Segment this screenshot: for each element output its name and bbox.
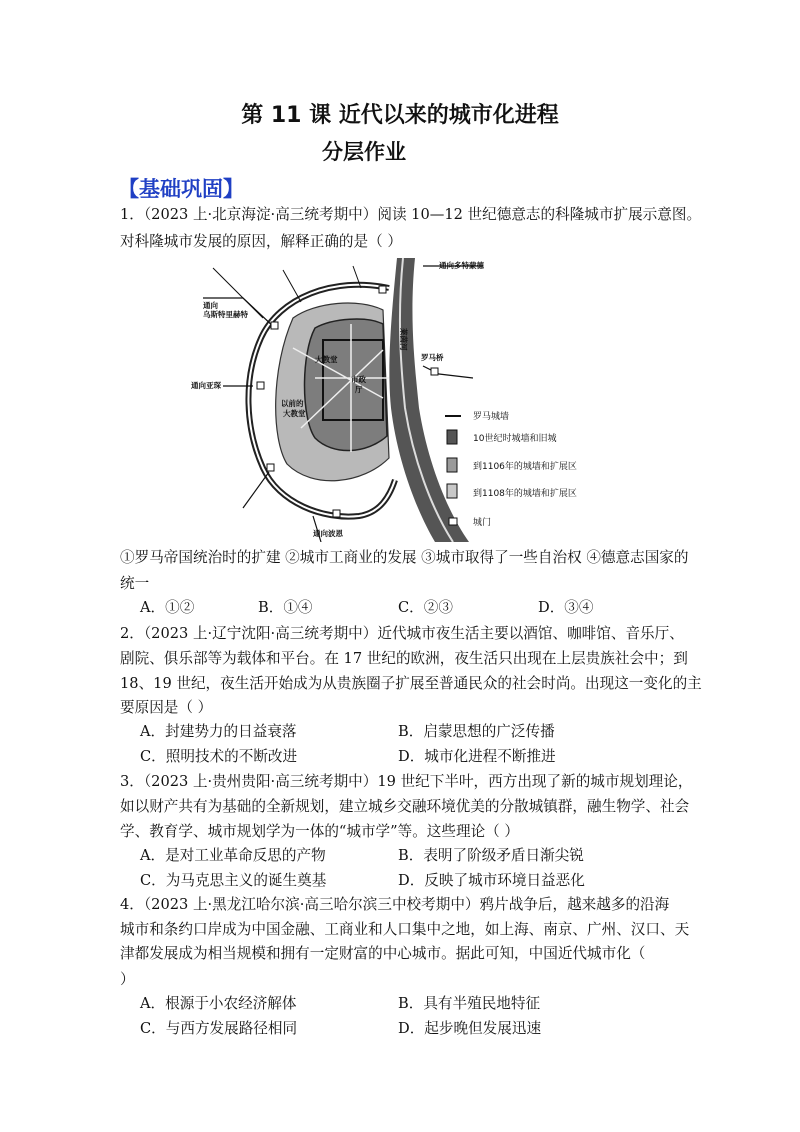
map-label-rhine: 莱茵河 <box>399 328 408 351</box>
q3-option-a[interactable]: A．是对工业革命反思的产物 <box>140 847 326 864</box>
legend-1106: 到1106年的城墙和扩展区 <box>473 462 577 472</box>
q2-stem-line-3: 18、19 世纪，夜生活开始成为从贵族圈子扩展至普通民众的社会时尚。出现这一变化的主 <box>120 675 702 692</box>
q1-stem-line-1: 1．（2023 上·北京海淀·高三统考期中）阅读 10—12 世纪德意志的科隆城市扩展示意图。 <box>120 206 702 223</box>
q4-stem-line-1: 4．（2023 上·黑龙江哈尔滨·高三哈尔滨三中校考期中）鸦片战争后，越来越多的沿海 <box>120 896 670 913</box>
page-subtitle: 分层作业 <box>322 140 406 164</box>
q2-stem-line-4: 要原因是（ ） <box>120 699 213 716</box>
q4-stem-line-4: ） <box>120 971 135 988</box>
map-label-old-cathedral-1: 以前的 <box>281 399 304 408</box>
q3-stem-line-2: 如以财产共有为基础的全新规划，建立城乡交融环境优美的分散城镇群，融生物学、社会 <box>120 798 690 815</box>
map-label-west-road-mid: 通向亚琛 <box>191 381 221 390</box>
q4-stem-line-2: 城市和条约口岸成为中国金融、工商业和人口集中之地，如上海、南京、广州、汉口、天 <box>120 921 690 938</box>
q3-stem-line-3: 学、教育学、城市规划学为一体的“城市学”等。这些理论（ ） <box>120 823 520 840</box>
map-label-north-road: 通向多特蒙德 <box>439 261 484 270</box>
map-label-city-hall-2: 厅 <box>355 385 363 394</box>
map-label-west-road-top-2: 乌斯特里赫特 <box>203 310 248 319</box>
map-label-west-road-top-1: 通向 <box>203 301 218 310</box>
q2-stem-line-1: 2．（2023 上·辽宁沈阳·高三统考期中）近代城市夜生活主要以酒馆、咖啡馆、音乐厅、 <box>120 625 684 642</box>
q4-stem-line-3: 津都发展成为相当规模和拥有一定财富的中心城市。据此可知，中国近代城市化（ <box>120 945 646 962</box>
q1-stem-line-2: 对科隆城市发展的原因，解释正确的是（ ） <box>120 233 402 250</box>
q1-statements-line-1: ①罗马帝国统治时的扩建 ②城市工商业的发展 ③城市取得了一些自治权 ④德意志国家的 <box>120 549 689 566</box>
cologne-expansion-map <box>183 258 615 542</box>
map-label-south-road: 通向波恩 <box>313 529 343 538</box>
map-label-city-hall-1: 市政 <box>351 375 366 384</box>
q2-option-d[interactable]: D．城市化进程不断推进 <box>398 748 556 765</box>
q1-option-b[interactable]: B．①④ <box>258 599 313 616</box>
q4-option-a[interactable]: A．根源于小农经济解体 <box>140 995 297 1012</box>
legend-10th-century: 10世纪时城墙和旧城 <box>473 434 557 444</box>
q1-option-d[interactable]: D．③④ <box>538 599 594 616</box>
section-heading: 【基础巩固】 <box>118 177 244 201</box>
q1-statements-line-2: 统一 <box>120 575 150 592</box>
q3-option-b[interactable]: B．表明了阶级矛盾日渐尖锐 <box>398 847 584 864</box>
q4-option-c[interactable]: C．与西方发展路径相同 <box>140 1020 298 1037</box>
q3-stem-line-1: 3．（2023 上·贵州贵阳·高三统考期中）19 世纪下半叶，西方出现了新的城市规划理论， <box>120 773 693 790</box>
map-label-cathedral: 大教堂 <box>315 355 338 364</box>
page-title: 第 11 课 近代以来的城市化进程 <box>241 103 559 128</box>
map-label-roman-bridge: 罗马桥 <box>421 353 444 362</box>
q2-stem-line-2: 剧院、俱乐部等为载体和平台。在 17 世纪的欧洲，夜生活只出现在上层贵族社会中；到 <box>120 650 688 667</box>
map-label-old-cathedral-2: 大教堂 <box>283 409 306 418</box>
q3-option-c[interactable]: C．为马克思主义的诞生奠基 <box>140 872 327 889</box>
q3-option-d[interactable]: D．反映了城市环境日益恶化 <box>398 872 585 889</box>
q2-option-b[interactable]: B．启蒙思想的广泛传播 <box>398 723 555 740</box>
q1-option-a[interactable]: A．①② <box>140 599 195 616</box>
q4-option-d[interactable]: D．起步晚但发展迅速 <box>398 1020 542 1037</box>
legend-1108: 到1108年的城墙和扩展区 <box>473 489 577 499</box>
legend-roman-wall: 罗马城墙 <box>473 412 510 422</box>
q2-option-c[interactable]: C．照明技术的不断改进 <box>140 748 298 765</box>
q4-option-b[interactable]: B．具有半殖民地特征 <box>398 995 541 1012</box>
q1-option-c[interactable]: C．②③ <box>398 599 453 616</box>
legend-gate: 城门 <box>473 518 492 528</box>
q2-option-a[interactable]: A．封建势力的日益衰落 <box>140 723 297 740</box>
